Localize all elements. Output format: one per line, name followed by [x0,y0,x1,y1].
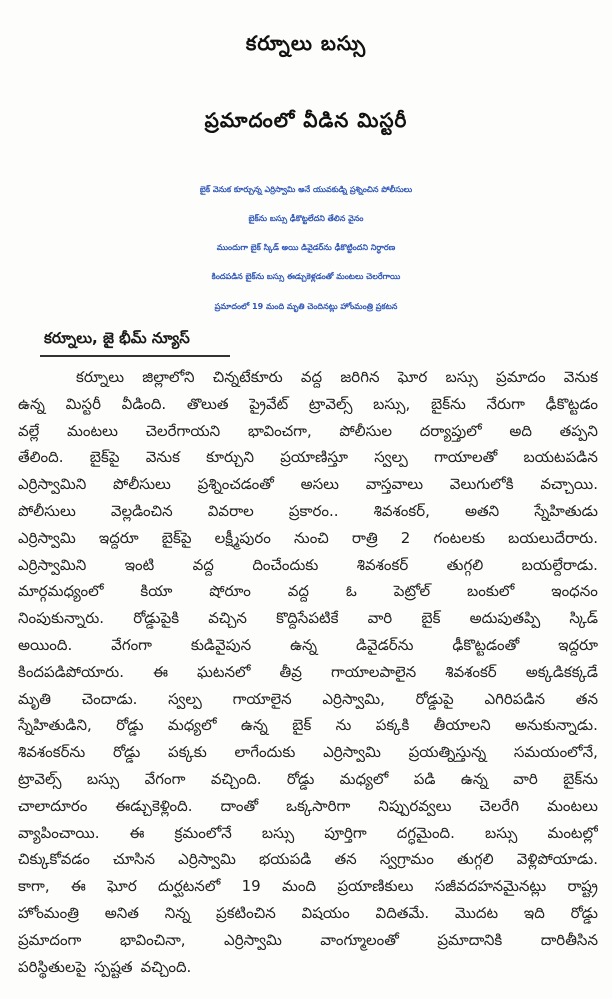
article-word: ఈ [129,823,145,842]
article-line [18,686,598,713]
article-word: ఘోర [107,877,137,896]
article-word: మిస్టరీ [65,394,101,413]
article-word: బయల్దేరాడు. [521,555,598,574]
article-word: హోంమంత్రి [18,903,80,922]
article-word: తన [334,850,357,869]
article-line [18,900,598,927]
article-word: శివశంకర్ [356,555,409,574]
article-line [18,846,598,873]
article-word: వచ్చింది. [140,957,192,976]
article-word: ఇంధనం [551,582,598,601]
article-word: ఉన్న [460,769,488,788]
article-word: అసలు [300,475,339,494]
article-word: ఎర్రిస్వామిని [18,475,87,494]
article-word: లక్ష్మీపురం [214,528,271,547]
article-word: భయపడి [259,850,312,869]
article-word: ను [335,716,352,735]
article-word: బస్సు [86,769,120,788]
subheadline: ప్రమాదంలో 19 మంది మృతి చెందినట్లు హోంమంత్రి ప్రకటన [214,302,398,311]
article-word: బైక్‌ను [563,769,598,788]
article-word: అనిత [104,903,139,922]
article-word: పూర్తిగా [324,823,367,842]
article-word: రోడ్డు [286,769,315,788]
article-word: నేరుగా [486,394,525,413]
article-word: పక్కకు [168,743,207,762]
dateline: కర్నూలు, జై భీమ్ న్యూస్ [44,329,190,347]
article-word: బైక్ [421,609,441,628]
article-word: ఢీకొట్టడంతో [452,635,520,654]
article-word: నింపుకున్నారు. [18,609,105,628]
article-word: చిన్నటేకూరు [212,368,283,386]
article-word: ఎర్రిస్వామి [224,930,282,949]
article-word: విదితమే. [375,903,430,922]
article-word: ఎర్రిస్వామి [18,528,76,547]
article-word: అతని [464,501,500,520]
article-word: శివశంకర్ [445,662,497,681]
article-word: స్వల్ప [168,689,202,708]
article-word: రోడ్డు [116,716,144,735]
article-word: ఇంటి [124,555,155,574]
article-word: 19 [241,877,261,896]
article-word: లాగేందుకు [234,743,296,762]
subheadline: ముందుగా బైక్ స్కిడ్ అయి డివైడర్‌ను ఢీకొట్టిందని నిర్ధారణ [216,243,396,252]
article-word: ప్రశ్నించడంతో [197,475,274,494]
article-word: భావించినా, [119,930,186,949]
article-line [18,418,598,445]
article-word: ఒక్కసారిగా [286,796,351,815]
article-word: వెనుక [563,368,598,386]
article-word: కాగా, [18,877,50,896]
article-word: ప్రమాదానికి [437,930,503,949]
article-word: అది [509,421,532,440]
article-word: వచ్చిన [208,609,247,628]
article-word: బైక్‌పై [161,528,192,547]
article-word: స్కిడ్ [569,609,598,628]
article-word: తొలుత [186,394,229,413]
article-word: మృతి [18,689,52,708]
article-line [18,873,598,900]
article-word: రోడ్డు [570,903,598,922]
article-word: వారి [367,609,393,628]
article-word: దర్యాప్తులో [419,421,482,440]
article-word: వచ్చింది. [210,769,262,788]
article-word: తేలింది. [18,448,64,467]
article-word: శివశంకర్, [373,501,430,520]
article-word: వెలుగులోకి [449,475,514,494]
article-word: ప్రమాదం [496,368,546,386]
article-word: ఎర్రిస్వామి [323,743,381,762]
article-word: రాష్ట్ర [567,877,598,896]
article-line [18,712,598,739]
article-word: బైక్‌ను [431,394,466,413]
article-word: వెల్లడించిన [110,501,173,520]
article-word: ఎగిరిపడిన [484,689,546,708]
article-word: పడి [413,769,436,788]
article-word: రోడ్డుపైకి [133,609,180,628]
article-word: రాత్రి [351,528,378,547]
article-word: ఉన్న [18,394,45,413]
article-word: షోరూం [209,582,251,601]
article-word: దారితీసిన [540,930,598,949]
article-word: ఉన్న [240,716,268,735]
article-word: వాంగ్మూలంతో [320,930,399,949]
article-word: ఓ [345,582,357,601]
article-word: వేగంగా [111,635,152,654]
article-word: చాలాదూరం [18,796,88,815]
subheadline: బైక్‌ను బస్సు ఢీకొట్టలేదని తేలిన వైనం [248,214,364,223]
article-word: పరిస్థితులపై [18,957,87,976]
article-word: కొద్దిసేపటికే [276,609,339,628]
headline-line-1: కర్నూలు బస్సు [245,31,367,55]
article-word: చెలరేగి [479,796,520,815]
article-word: మంటలు [547,796,598,815]
article-word: వద్ద [300,368,323,386]
article-word: కూర్చుని [206,448,255,467]
article-line [18,632,598,659]
article-word: చిక్కుకోవడం [18,850,90,869]
article-word: శివశంకర్‌ను [18,743,86,762]
article-word: ఎర్రిస్వామి, [322,689,385,708]
article-word: నిన్న [164,903,191,922]
article-word: ఘటనలో [197,662,251,681]
article-line [18,766,598,793]
article-line [18,954,598,981]
article-word: బైక్‌పై [89,448,120,467]
article-word: గాయాలైన [232,689,292,708]
article-word: దగ్ధమైంది. [396,823,455,842]
article-word: జిల్లాలోని [142,368,195,386]
article-word: ప్రయాణికులు [337,877,414,896]
article-word: చూసిన [113,850,156,869]
article-word: వచ్చాయి. [540,475,598,494]
article-word: పోలీసులు [113,475,171,494]
article-word: సమయంలోనే, [513,743,598,762]
article-word: వీడింది. [121,394,167,413]
article-word: ఇది [523,903,545,922]
article-word: ట్రావెల్స్ [18,769,62,788]
article-line [18,444,598,471]
article-word: వ్యాపించాయి. [18,823,100,842]
article-word: అయింది. [18,635,73,654]
article-word: వద్ద [192,555,214,574]
article-word: తీయాలని [433,716,491,735]
article-word: వివరాల [207,501,254,520]
article-word: వారి [513,769,538,788]
article-word: ఇద్దరూ [558,635,598,654]
article-word: ఎర్రిస్వామిని [18,555,87,574]
article-line [18,364,598,391]
article-word: కిందపడిపోయారు. [18,662,125,681]
article-word: వద్ద [287,582,310,601]
article-word: ఇద్దరూ [98,528,139,547]
article-word: బస్సు [445,368,478,386]
article-word: క్రమంలోనే [174,823,232,842]
article-word: వెనుక [145,448,180,467]
article-word: స్వల్ప [374,448,408,467]
article-word: బయటపడిన [523,448,598,467]
article-line [18,820,598,847]
article-word: బయలుదేరారు. [508,528,598,547]
article-word: తుగ్గలి [457,850,494,869]
article-word: చెలరేగాయని [145,421,221,440]
article-word: మొదట [454,903,499,922]
article-word: బైక్ [292,716,312,735]
article-line [18,552,598,579]
article-word: ప్రైవేట్ [249,394,289,413]
article-word: ప్రకారం.. [288,501,339,520]
article-word: కుడివైపున [190,635,252,654]
article-word: ఎర్రిస్వామి [178,850,236,869]
article-line [18,391,598,418]
article-word: వల్లే [18,421,40,440]
article-word: దించేందుకు [252,555,319,574]
article-word: స్వగ్రామం [379,850,434,869]
article-word: రోడ్డుపై [415,689,454,708]
article-word: తుగ్గలి [446,555,484,574]
article-word: కియా [140,582,173,601]
article-line [18,605,598,632]
article-word: ప్రమాదంగా [18,930,82,949]
article-word: మార్గమధ్యంలో [18,582,104,601]
article-word: ప్రయాణిస్తూ [280,448,348,467]
article-word: వేగంగా [144,769,186,788]
article-word: తన [575,689,598,708]
article-word: తప్పని [559,421,598,440]
article-word: నుంచి [293,528,329,547]
article-word: అనుకున్నాడు. [515,716,598,735]
article-word: మధ్యలో [167,716,217,735]
article-word: పోలీసులు [18,501,76,520]
article-word: ఈ [70,877,86,896]
article-line [18,578,598,605]
article-word: కర్నూలు [76,368,125,386]
article-word: ప్రకటించిన [216,903,276,922]
article-line [18,471,598,498]
article-word: ఉన్న [290,635,318,654]
article-word: ఢీకొట్టడం [545,394,598,413]
article-word: బస్సు, [373,394,411,413]
article-word: దుర్ఘటనలో [158,877,221,896]
article-word: అక్కడికక్కడే [525,662,598,681]
article-word: స్నేహితుడిని, [18,716,92,735]
article-word: తీవ్ర [279,662,302,681]
article-word: సజీవదహనమైనట్లు [434,877,547,896]
article-word: గంటలకు [433,528,486,547]
dateline-rule [40,355,230,357]
article-word: బస్సు [484,823,518,842]
article-word: ఈడ్చుకెళ్లింది. [115,796,193,815]
article-word: గాయాలతో [434,448,498,467]
article-word: పక్కకి [375,716,410,735]
article-line [18,739,598,766]
headline-line-2: ప్రమాదంలో వీడిన మిస్టరీ [204,108,408,132]
article-line [18,927,598,954]
article-line [18,659,598,686]
article-word: స్పష్టత [94,957,133,976]
article-word: బస్సు [261,823,295,842]
article-word: మంటలు [67,421,118,440]
article-word: అదుపుతప్పి [469,609,541,628]
article-line [18,525,598,552]
article-line [18,498,598,525]
article-word: భావించగా, [247,421,312,440]
article-word: ప్రయత్నిస్తున్న [408,743,487,762]
article-word: పోలీసుల [339,421,393,440]
subheadline: బైక్ వెనుక కూర్చున్న ఎర్రిస్వామి అనే యువకుడ్ని ప్రశ్నించిన పోలీసులు [199,185,413,194]
article-word: 2 [400,528,411,547]
article-word: డివైడర్‌ను [355,635,414,654]
article-word: విషయం [301,903,350,922]
article-word: వాస్తవాలు [365,475,424,494]
article-word: రోడ్డు [112,743,141,762]
article-word: ఘోర [397,368,428,386]
article-word: మధ్యలో [339,769,389,788]
article-word: చెందాడు. [81,689,138,708]
article-word: నిప్పురవ్వలు [378,796,452,815]
article-word: గాయాలపాలైన [330,662,417,681]
article-word: వెళ్లిపోయాడు. [516,850,598,869]
article-word: మంది [282,877,317,896]
article-word: బంకులో [467,582,515,601]
subheadline: కిందపడిన బైక్‌ను బస్సు ఈడ్చుకెళ్లడంతో మంటలు చెలరేగాయి [211,272,401,281]
article-word: జరిగిన [340,368,380,386]
article-word: ఈ [153,662,168,681]
article-word: పెట్రోల్ [393,582,431,601]
article-word: మంటల్లో [547,823,598,842]
article-word: ట్రావెల్స్ [308,394,353,413]
article-line [18,793,598,820]
article-word: స్నేహితుడు [534,501,598,520]
article-word: దాంతో [220,796,259,815]
article-body [18,364,598,992]
